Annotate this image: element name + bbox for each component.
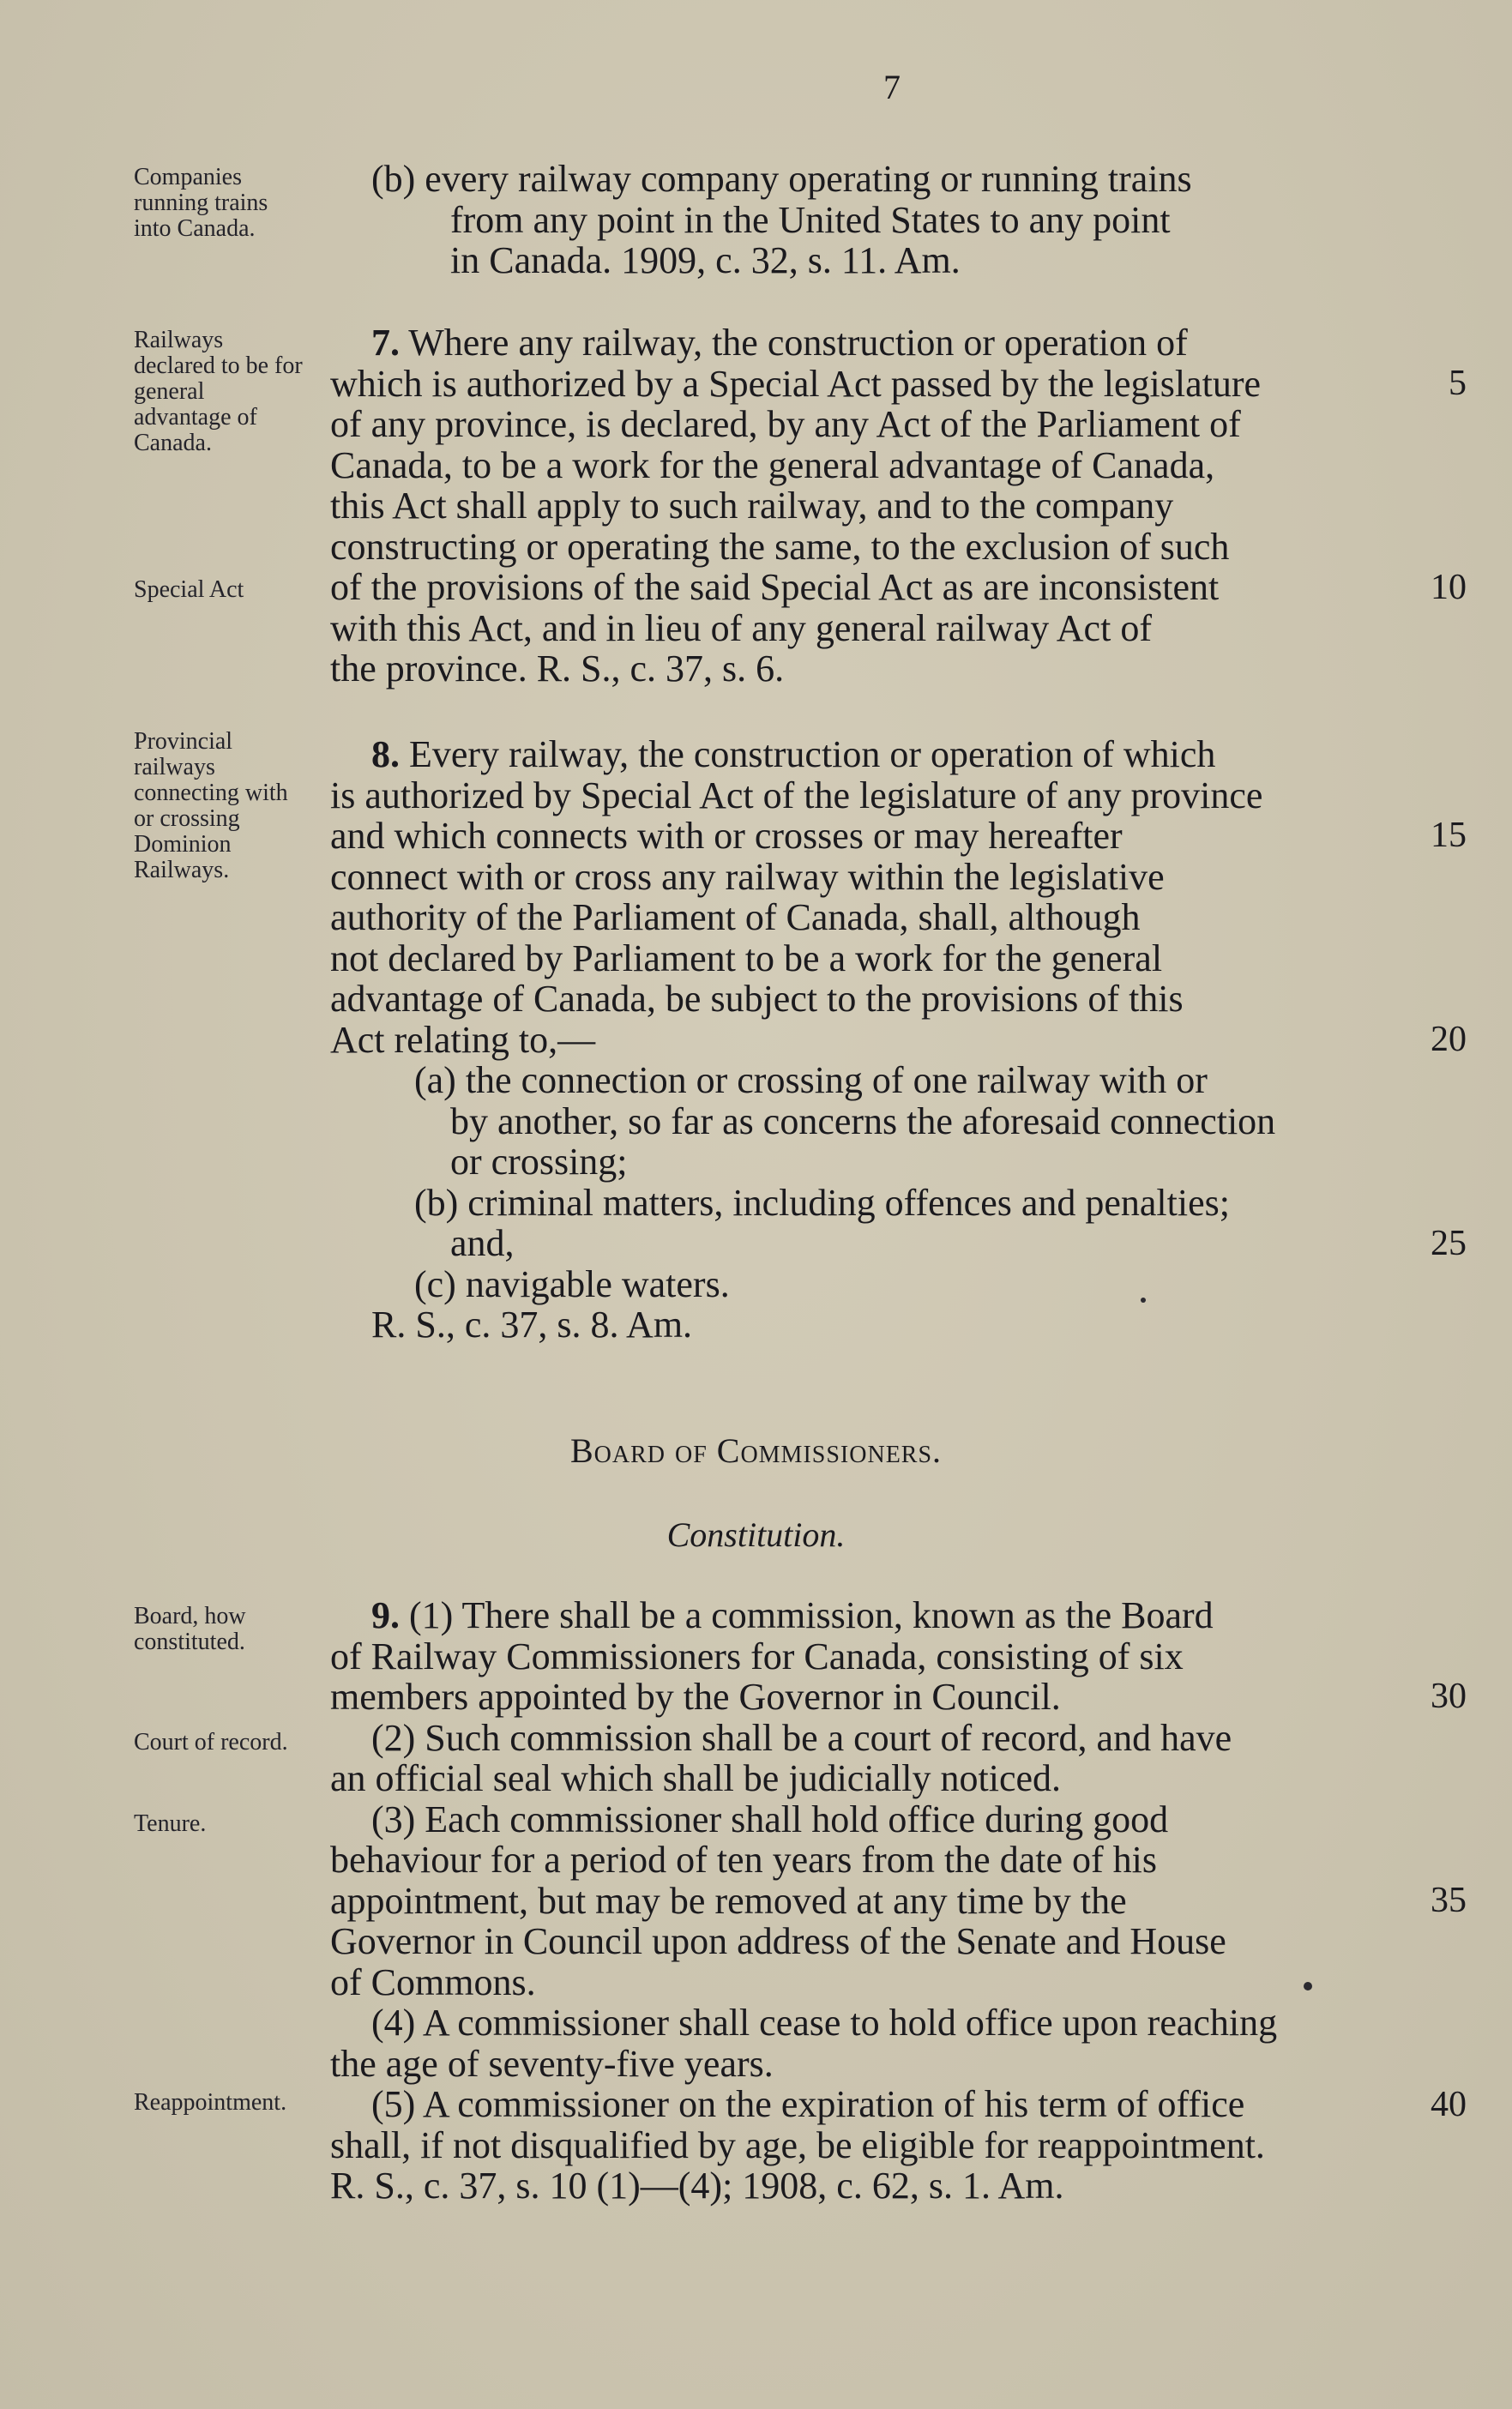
- text-line: of Commons.: [330, 1960, 536, 2003]
- citation: R. S., c. 37, s. 8. Am.: [371, 1304, 693, 1346]
- line-number: 35: [1431, 1881, 1467, 1920]
- margin-note-provincial: Provincial railways connecting with or crossing Dominion Railways.: [134, 728, 288, 883]
- line-number: 40: [1431, 2085, 1467, 2124]
- margin-note-board: Board, how constituted.: [134, 1603, 246, 1655]
- margin-note-railways-declared: Railways declared to be for general advantage of Canada.: [134, 327, 303, 456]
- text-line: Where any railway, the construction or operation of: [408, 322, 1188, 364]
- margin-note-companies: Companies running trains into Canada.: [134, 164, 268, 242]
- margin-note-special-act: Special Act: [134, 576, 244, 603]
- text-line: Every railway, the construction or operation of which: [409, 733, 1216, 775]
- text-line: constructing or operating the same, to the exclusion of such: [330, 525, 1230, 568]
- text-line: (5) A commissioner on the expiration of his term of office: [371, 2083, 1245, 2125]
- ink-speck: [1141, 1298, 1146, 1303]
- text-line: Canada, to be a work for the general advantage of Canada,: [330, 443, 1215, 486]
- section-9: [330, 1595, 1398, 2207]
- line-number: 10: [1431, 568, 1467, 607]
- line-number: 5: [1449, 364, 1467, 403]
- citation: R. S., c. 37, s. 10 (1)—(4); 1908, c. 62, s. 1. Am.: [330, 2165, 1064, 2207]
- text-line: of the provisions of the said Special Act as are inconsistent: [330, 566, 1220, 608]
- section-heading: Board of Commissioners.: [569, 1431, 943, 1470]
- ink-speck: [1304, 1982, 1312, 1990]
- section-number: 9.: [371, 1594, 400, 1636]
- text-line: the age of seventy-five years.: [330, 2042, 774, 2085]
- text-line: which is authorized by a Special Act passed by the legislature: [330, 362, 1262, 405]
- text-line: authority of the Parliament of Canada, shall, although: [330, 896, 1141, 938]
- text-line: the province. R. S., c. 37, s. 6.: [330, 647, 785, 690]
- text-line: of any province, is declared, by any Act of the Parliament of: [330, 403, 1241, 445]
- line-number: 20: [1431, 1020, 1467, 1059]
- text-line: (1) There shall be a commission, known as the Board: [409, 1594, 1214, 1636]
- text-line: and which connects with or crosses or may hereafter: [330, 815, 1123, 857]
- margin-note-tenure: Tenure.: [134, 1810, 207, 1837]
- section-number: 8.: [371, 733, 400, 775]
- text-line: or crossing;: [450, 1141, 628, 1183]
- text-line: behaviour for a period of ten years from the date of his: [330, 1839, 1157, 1881]
- text-line: by another, so far as concerns the aforesaid connection: [450, 1099, 1276, 1142]
- paragraph-b: [330, 159, 1398, 281]
- section-8: [330, 734, 1398, 1346]
- line-number: 30: [1431, 1677, 1467, 1716]
- text-line: Act relating to,—: [330, 1018, 596, 1061]
- text-line: not declared by Parliament to be a work for the general: [330, 936, 1163, 979]
- page-number: 7: [883, 68, 901, 106]
- text-line: is authorized by Special Act of the legislature of any province: [330, 774, 1263, 816]
- list-item-b: (b) criminal matters, including offences and penalties;: [414, 1181, 1230, 1224]
- text-line: (3) Each commissioner shall hold office during good: [371, 1798, 1169, 1840]
- line-number: 15: [1431, 816, 1467, 855]
- text-line: appointment, but may be removed at any time by the: [330, 1879, 1127, 1922]
- text-line: of Railway Commissioners for Canada, consisting of six: [330, 1635, 1184, 1677]
- section-number: 7.: [371, 322, 400, 364]
- section-subheading: Constitution.: [666, 1515, 846, 1554]
- text-line: with this Act, and in lieu of any general railway Act of: [330, 606, 1152, 649]
- text-line: in Canada. 1909, c. 32, s. 11. Am.: [450, 239, 961, 281]
- text-line: members appointed by the Governor in Council.: [330, 1676, 1061, 1718]
- text-line: (4) A commissioner shall cease to hold office upon reaching: [371, 2002, 1278, 2044]
- text-line: shall, if not disqualified by age, be eligible for reappointment.: [330, 2123, 1265, 2166]
- text-line: this Act shall apply to such railway, and to the company: [330, 485, 1174, 527]
- line-number: 25: [1431, 1224, 1467, 1263]
- text-line: Governor in Council upon address of the Senate and House: [330, 1920, 1226, 1962]
- text-line: connect with or cross any railway within the legislative: [330, 855, 1165, 898]
- list-item-c: (c) navigable waters.: [414, 1262, 730, 1305]
- text-line: from any point in the United States to any point: [450, 198, 1171, 241]
- text-line: advantage of Canada, be subject to the provisions of this: [330, 978, 1184, 1020]
- margin-note-court: Court of record.: [134, 1729, 288, 1756]
- text-line: (2) Such commission shall be a court of record, and have: [371, 1716, 1232, 1759]
- text-line: (b) every railway company operating or running trains: [371, 158, 1192, 200]
- margin-note-reappointment: Reappointment.: [134, 2089, 287, 2116]
- text-line: an official seal which shall be judicially noticed.: [330, 1757, 1062, 1799]
- section-7: [330, 322, 1398, 690]
- text-line: and,: [450, 1222, 515, 1264]
- list-item-a: (a) the connection or crossing of one railway with or: [414, 1059, 1208, 1101]
